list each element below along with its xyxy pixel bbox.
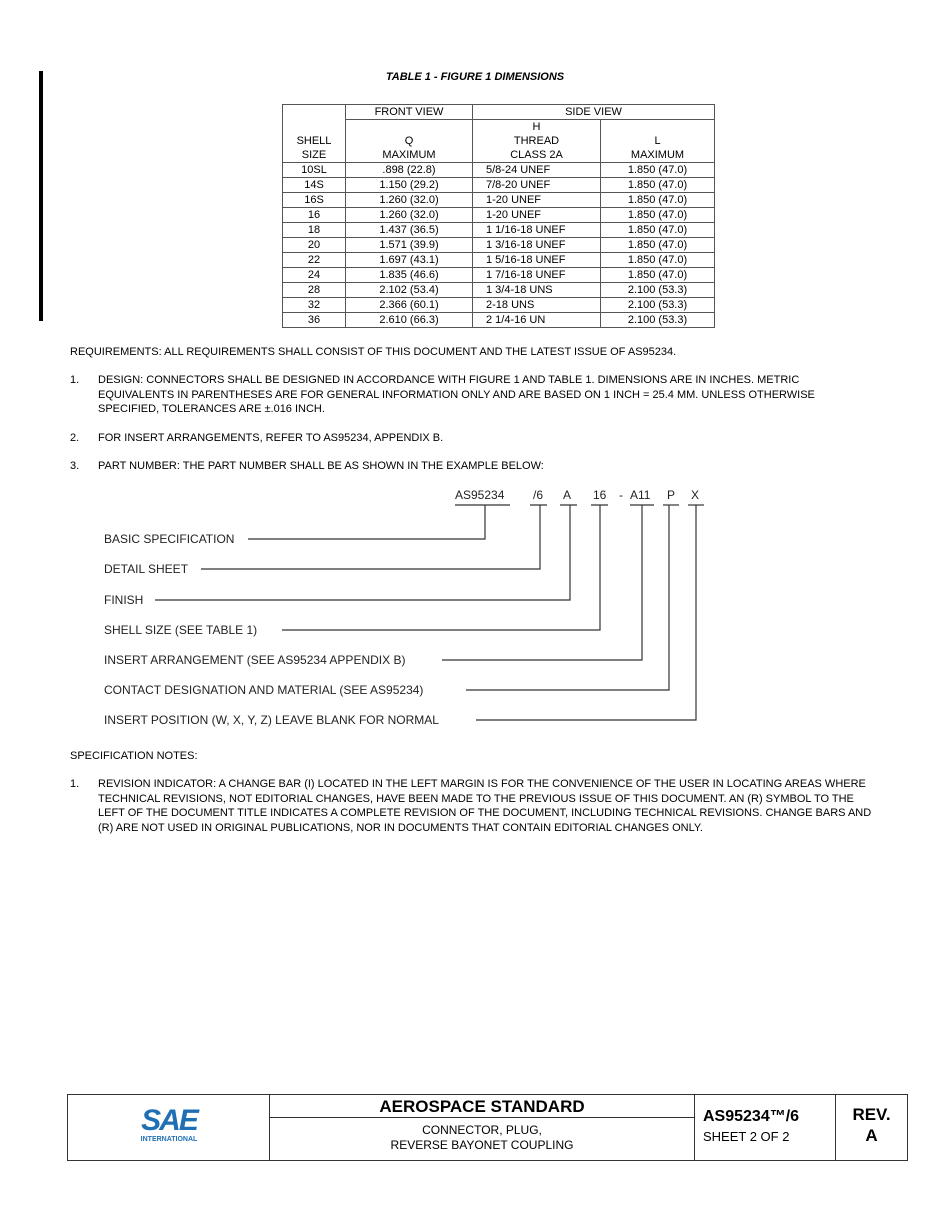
- cell-h-thread: 1-20 UNEF: [473, 208, 601, 223]
- part-number-diagram: [0, 482, 950, 732]
- pn-leader-basic: [248, 505, 485, 539]
- cell-q-max: 1.697 (43.1): [346, 253, 473, 268]
- cell-q-max: 1.150 (29.2): [346, 178, 473, 193]
- list-item-text: DESIGN: CONNECTORS SHALL BE DESIGNED IN ACCORDANCE WITH FIGURE 1 AND TABLE 1. DIMENSIONS ARE IN INCHES. METRIC EQUIVALENTS IN PARENTHESES ARE FOR GENERAL INFORMATION ONLY AND ARE BASED ON 1 INCH = 25.4 MM. UNLESS OTHERWISE SPECIFIED, TOLERANCES ARE ±.016 INCH.: [98, 374, 815, 415]
- subtitle-line-1: CONNECTOR, PLUG,: [422, 1123, 542, 1137]
- table-row: [283, 163, 715, 178]
- cell-shell-size: 22: [283, 253, 346, 268]
- list-item-text: PART NUMBER: THE PART NUMBER SHALL BE AS SHOWN IN THE EXAMPLE BELOW:: [98, 460, 544, 472]
- list-item-number: 1.: [70, 374, 80, 386]
- table-group-header-row: [283, 105, 715, 120]
- pn-segment-detail: /6: [533, 488, 544, 502]
- pn-segment-contact: P: [667, 488, 676, 502]
- table-body: [283, 163, 715, 328]
- cell-h-thread: 1 3/4-18 UNS: [473, 283, 601, 298]
- col-header-shell-size: SHELL SIZE: [283, 105, 346, 163]
- cell-shell-size: 32: [283, 298, 346, 313]
- pn-label-shell: SHELL SIZE (SEE TABLE 1): [104, 623, 258, 637]
- pn-label-insert: INSERT ARRANGEMENT (SEE AS95234 APPENDIX B): [104, 653, 406, 667]
- logo-wordmark: SAE: [141, 1104, 197, 1137]
- cell-q-max: .898 (22.8): [346, 163, 473, 178]
- requirements-statement: REQUIREMENTS: ALL REQUIREMENTS SHALL CONSIST OF THIS DOCUMENT AND THE LATEST ISSUE OF AS95234.: [70, 346, 677, 358]
- cell-q-max: 1.260 (32.0): [346, 208, 473, 223]
- document-number: AS95234™/6: [703, 1108, 800, 1125]
- pn-leader-detail: [201, 505, 540, 569]
- document-number-cell: [695, 1095, 836, 1160]
- sae-logo: [68, 1095, 269, 1160]
- cell-shell-size: 18: [283, 223, 346, 238]
- cell-q-max: 1.260 (32.0): [346, 193, 473, 208]
- group-header-front-view: FRONT VIEW: [346, 105, 473, 120]
- title-block: [67, 1094, 908, 1161]
- table-column-header-row: [283, 120, 715, 163]
- pn-label-contact: CONTACT DESIGNATION AND MATERIAL (SEE AS95234): [104, 683, 424, 697]
- cell-shell-size: 20: [283, 238, 346, 253]
- pn-leader-insert: [442, 505, 642, 660]
- cell-q-max: 2.610 (66.3): [346, 313, 473, 328]
- list-item-number: 2.: [70, 432, 80, 444]
- revision-cell: [836, 1095, 907, 1160]
- cell-h-thread: 5/8-24 UNEF: [473, 163, 601, 178]
- cell-h-thread: 1 7/16-18 UNEF: [473, 268, 601, 283]
- cell-l-max: 1.850 (47.0): [601, 178, 715, 193]
- table-row: [283, 313, 715, 328]
- revision-value: A: [865, 1126, 878, 1145]
- cell-shell-size: 28: [283, 283, 346, 298]
- cell-l-max: 1.850 (47.0): [601, 208, 715, 223]
- pn-leader-contact: [466, 505, 669, 690]
- pn-leader-position: [476, 505, 696, 720]
- cell-h-thread: 1 5/16-18 UNEF: [473, 253, 601, 268]
- cell-shell-size: 14S: [283, 178, 346, 193]
- pn-label-finish: FINISH: [104, 593, 144, 607]
- list-item-part-number: [70, 459, 880, 475]
- table-row: [283, 178, 715, 193]
- cell-shell-size: 10SL: [283, 163, 346, 178]
- pn-leader-finish: [155, 505, 570, 600]
- cell-h-thread: 2-18 UNS: [473, 298, 601, 313]
- table-row: [283, 298, 715, 313]
- logo-subtext: INTERNATIONAL: [140, 1136, 198, 1143]
- cell-h-thread: 1 1/16-18 UNEF: [473, 223, 601, 238]
- spec-notes-heading: SPECIFICATION NOTES:: [70, 750, 198, 762]
- table-row: [283, 253, 715, 268]
- cell-l-max: 1.850 (47.0): [601, 223, 715, 238]
- cell-q-max: 1.835 (46.6): [346, 268, 473, 283]
- cell-h-thread: 7/8-20 UNEF: [473, 178, 601, 193]
- col-header-h: H THREAD CLASS 2A: [473, 120, 601, 163]
- cell-h-thread: 2 1/4-16 UN: [473, 313, 601, 328]
- cell-shell-size: 36: [283, 313, 346, 328]
- col-header-q: Q MAXIMUM: [346, 120, 473, 163]
- cell-shell-size: 16S: [283, 193, 346, 208]
- table-row: [283, 193, 715, 208]
- list-item-design: [70, 373, 880, 418]
- cell-h-thread: 1 3/16-18 UNEF: [473, 238, 601, 253]
- change-bar: [39, 71, 43, 321]
- cell-q-max: 1.571 (39.9): [346, 238, 473, 253]
- pn-label-detail: DETAIL SHEET: [104, 562, 189, 576]
- subtitle-line-2: REVERSE BAYONET COUPLING: [390, 1138, 574, 1152]
- cell-shell-size: 16: [283, 208, 346, 223]
- table-row: [283, 268, 715, 283]
- pn-segment-basic: AS95234: [455, 488, 505, 502]
- cell-q-max: 1.437 (36.5): [346, 223, 473, 238]
- col-header-l: L MAXIMUM: [601, 120, 715, 163]
- list-item-insert-arrangements: [70, 431, 880, 447]
- table-title: TABLE 1 - FIGURE 1 DIMENSIONS: [385, 71, 565, 83]
- group-header-side-view: SIDE VIEW: [473, 105, 715, 120]
- pn-segment-position: X: [691, 488, 700, 502]
- spec-note-revision-indicator: [70, 777, 880, 852]
- list-item-number: 3.: [70, 460, 80, 472]
- table-row: [283, 238, 715, 253]
- dimensions-table: [282, 104, 715, 328]
- document-subtitle: [270, 1123, 694, 1153]
- pn-label-position: INSERT POSITION (W, X, Y, Z) LEAVE BLANK FOR NORMAL: [104, 713, 439, 727]
- cell-l-max: 1.850 (47.0): [601, 253, 715, 268]
- list-item-text: FOR INSERT ARRANGEMENTS, REFER TO AS95234, APPENDIX B.: [98, 432, 444, 444]
- standard-title: AEROSPACE STANDARD: [270, 1095, 694, 1118]
- cell-l-max: 1.850 (47.0): [601, 163, 715, 178]
- spec-note-text: REVISION INDICATOR: A CHANGE BAR (I) LOCATED IN THE LEFT MARGIN IS FOR THE CONVENIENCE OF THE USER IN LOCATING AREAS WHERE TECHNICAL REVISIONS, NOT EDITORIAL CHANGES, HAVE BEEN MADE TO THE PREVIOUS ISSUE OF THIS DOCUMENT. AN (R) SYMBOL TO THE LEFT OF THE DOCUMENT TITLE INDICATES A COMPLETE REVISION OF THE DOCUMENT, INCLUDING TECHNICAL REVISIONS. CHANGE BARS AND (R) ARE NOT USED IN ORIGINAL PUBLICATIONS, NOR IN DOCUMENTS THAT CONTAIN EDITORIAL CHANGES ONLY.: [98, 778, 872, 834]
- cell-l-max: 2.100 (53.3): [601, 298, 715, 313]
- cell-l-max: 1.850 (47.0): [601, 238, 715, 253]
- logo-cell: [68, 1095, 270, 1160]
- revision-label: REV.: [852, 1105, 891, 1124]
- cell-l-max: 2.100 (53.3): [601, 313, 715, 328]
- cell-shell-size: 24: [283, 268, 346, 283]
- pn-segment-insert: A11: [630, 488, 651, 502]
- cell-l-max: 1.850 (47.0): [601, 193, 715, 208]
- cell-h-thread: 1-20 UNEF: [473, 193, 601, 208]
- cell-l-max: 1.850 (47.0): [601, 268, 715, 283]
- table-row: [283, 208, 715, 223]
- sheet-number: SHEET 2 OF 2: [703, 1129, 790, 1144]
- cell-q-max: 2.366 (60.1): [346, 298, 473, 313]
- pn-leader-shell: [282, 505, 600, 630]
- pn-label-basic: BASIC SPECIFICATION: [104, 532, 235, 546]
- pn-segment-shell: 16: [593, 488, 607, 502]
- table-row: [283, 283, 715, 298]
- table-row: [283, 223, 715, 238]
- spec-note-number: 1.: [70, 778, 80, 790]
- cell-q-max: 2.102 (53.4): [346, 283, 473, 298]
- pn-segment-dash: -: [619, 488, 623, 502]
- standard-title-cell: [270, 1095, 695, 1160]
- pn-segment-finish: A: [563, 488, 572, 502]
- cell-l-max: 2.100 (53.3): [601, 283, 715, 298]
